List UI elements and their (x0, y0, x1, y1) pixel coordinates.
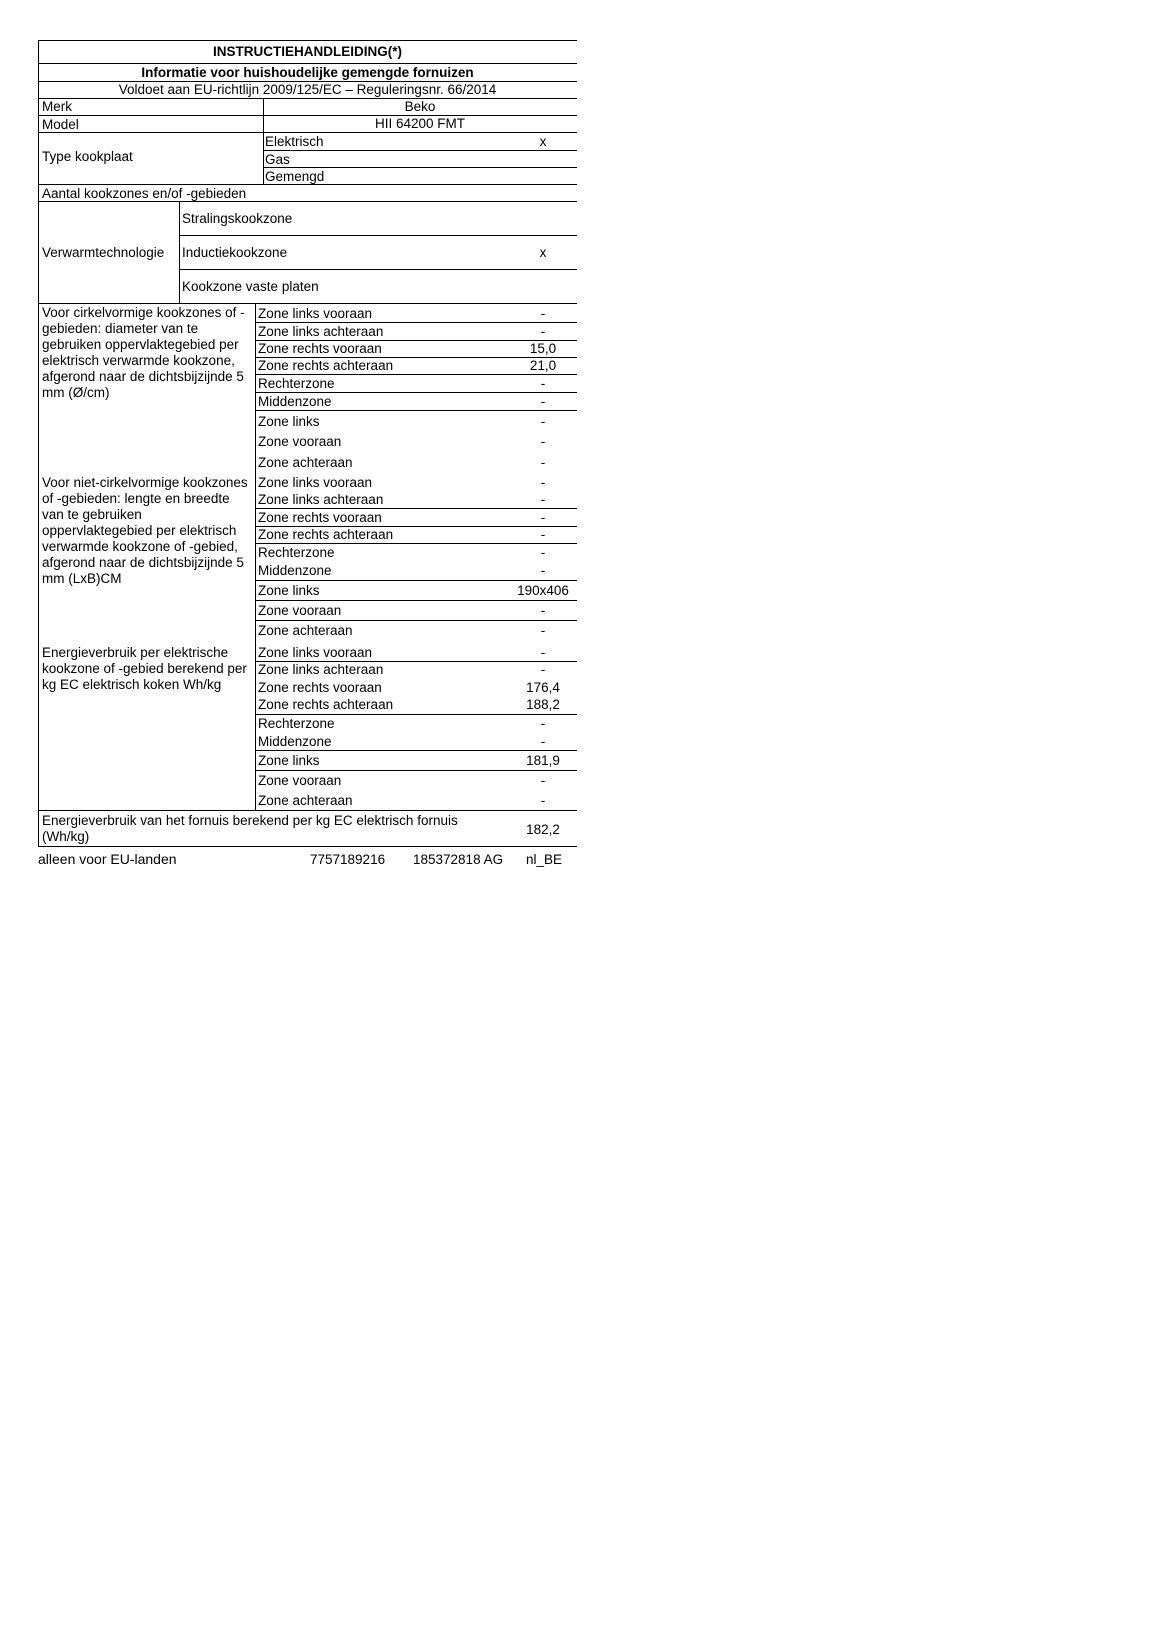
zone-row-value: - (540, 734, 546, 749)
brand-value: Beko (404, 99, 436, 114)
zone-row-value: - (540, 793, 546, 808)
zone-row-value: - (540, 510, 546, 525)
zone-row-label: Zone vooraan (258, 434, 342, 449)
zone-row-value: - (540, 376, 546, 391)
heating-induction-label: Inductiekookzone (182, 245, 288, 260)
zone-row-value: - (540, 545, 546, 560)
zone-row-label: Zone achteraan (258, 623, 353, 638)
zone-row-value: 176,4 (526, 680, 560, 695)
zone-row-label: Zone links (258, 414, 320, 429)
zone-row-value: - (540, 324, 546, 339)
zone-row-value: - (540, 492, 546, 507)
energy-per-zone-label: Energieverbruik per elektrische kookzone of -gebied berekend per kg EC elektrisch koken Wh/kg (42, 645, 247, 692)
heating-technology-label: Verwarmtechnologie (42, 245, 165, 260)
zone-row-value: - (540, 662, 546, 677)
model-label: Model (42, 117, 79, 132)
zone-row-value: 188,2 (526, 697, 560, 712)
zone-row-label: Zone links achteraan (258, 324, 384, 339)
zones-count-label: Aantal kookzones en/of -gebieden (42, 186, 247, 201)
heating-induction-value: x (539, 245, 547, 260)
total-energy-label: Energieverbruik van het fornuis berekend per kg EC elektrisch fornuis (Wh/kg) (42, 813, 458, 844)
zone-row-value: - (540, 603, 546, 618)
zone-row-value: - (540, 623, 546, 638)
brand-label: Merk (42, 99, 72, 114)
zone-row-label: Zone links vooraan (258, 475, 373, 490)
hob-type-electric-label: Elektrisch (265, 134, 324, 149)
zone-row-label: Zone achteraan (258, 455, 353, 470)
zone-row-value: - (540, 306, 546, 321)
zone-row-value: 190x406 (517, 583, 569, 598)
zone-row-label: Zone links vooraan (258, 645, 373, 660)
zone-row-label: Zone vooraan (258, 603, 342, 618)
zone-row-value: - (540, 527, 546, 542)
footer-note: alleen voor EU-landen (38, 851, 177, 867)
zone-row-label: Zone achteraan (258, 793, 353, 808)
circular-zones-label: Voor cirkelvormige kookzones of -gebieden: diameter van te gebruiken oppervlaktegebied per elektrisch verwarmde kookzone, afgerond naar de dichtsbijzijnde 5 mm (Ø/cm) (42, 305, 245, 400)
zone-row-label: Zone links achteraan (258, 662, 384, 677)
zone-row-label: Rechterzone (258, 545, 335, 560)
hob-type-electric-value: x (539, 134, 547, 149)
regulation-text: Voldoet aan EU-richtlijn 2009/125/EC – Reguleringsnr. 66/2014 (118, 82, 497, 97)
zone-row-label: Middenzone (258, 563, 332, 578)
zone-row-label: Zone links achteraan (258, 492, 384, 507)
zone-row-label: Zone rechts vooraan (258, 341, 382, 356)
hob-type-label: Type kookplaat (42, 149, 133, 164)
zone-row-label: Zone links (258, 583, 320, 598)
zone-row-label: Zone rechts vooraan (258, 510, 382, 525)
zone-row-value: - (540, 434, 546, 449)
zone-row-value: 21,0 (529, 358, 557, 373)
zone-row-value: - (540, 563, 546, 578)
footer-code-2: 185372818 AG (413, 852, 504, 867)
zone-row-label: Zone links (258, 753, 320, 768)
zone-row-label: Zone rechts achteraan (258, 697, 394, 712)
zone-row-label: Zone rechts achteraan (258, 358, 394, 373)
document-subtitle: Informatie voor huishoudelijke gemengde fornuizen (141, 65, 474, 80)
hob-type-gas-label: Gas (265, 152, 290, 167)
document-title: INSTRUCTIEHANDLEIDING(*) (213, 44, 402, 59)
footer-code-1: 7757189216 (310, 852, 386, 867)
zone-row-label: Rechterzone (258, 376, 335, 391)
heating-solid-plate-label: Kookzone vaste platen (182, 279, 319, 294)
noncircular-zones-label: Voor niet-cirkelvormige kookzones of -gebieden: lengte en breedte van te gebruiken oppervlaktegebied per elektrisch verwarmde kookzone of -gebied, afgerond naar de dichtsbijzijnde 5 mm (LxB)CM (42, 475, 248, 586)
heating-radiant-label: Stralingskookzone (182, 211, 293, 226)
zone-row-value: - (540, 394, 546, 409)
model-value: HII 64200 FMT (374, 116, 466, 131)
zone-row-label: Zone rechts vooraan (258, 680, 382, 695)
zone-row-value: - (540, 455, 546, 470)
zone-row-value: 181,9 (526, 753, 560, 768)
zone-row-label: Middenzone (258, 394, 332, 409)
zone-row-value: - (540, 414, 546, 429)
zone-row-value: - (540, 475, 546, 490)
zone-row-label: Zone rechts achteraan (258, 527, 394, 542)
zone-row-label: Middenzone (258, 734, 332, 749)
zone-row-value: - (540, 645, 546, 660)
total-energy-value: 182,2 (526, 822, 560, 837)
zone-row-label: Rechterzone (258, 716, 335, 731)
zone-row-label: Zone links vooraan (258, 306, 373, 321)
zone-row-value: 15,0 (529, 341, 557, 356)
footer-locale: nl_BE (526, 852, 563, 867)
hob-type-mixed-label: Gemengd (265, 169, 325, 184)
zone-row-value: - (540, 716, 546, 731)
zone-row-label: Zone vooraan (258, 773, 342, 788)
zone-row-value: - (540, 773, 546, 788)
